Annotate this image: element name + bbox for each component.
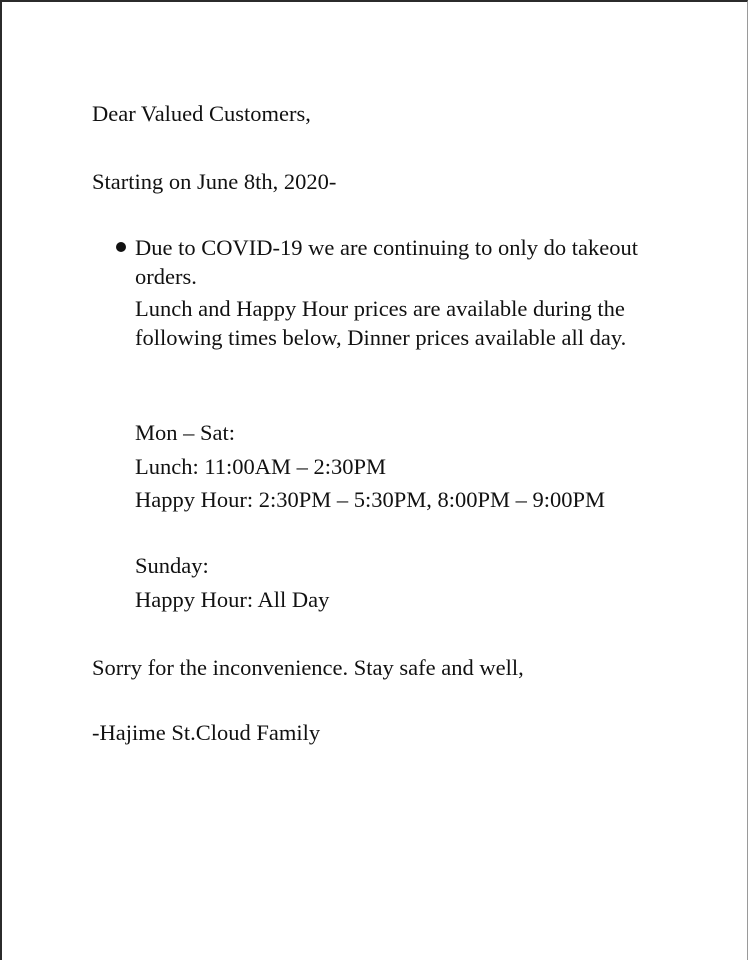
greeting: Dear Valued Customers, [92,101,311,126]
sunday-heading: Sunday: [135,553,209,578]
start-date-line: Starting on June 8th, 2020- [92,169,337,194]
weekday-lunch-hours: Lunch: 11:00AM – 2:30PM [135,454,387,479]
bullet-continuation: Lunch and Happy Hour prices are available during the following times below, Dinner prices available all day. [135,296,627,350]
weekday-happy-hour: Happy Hour: 2:30PM – 5:30PM, 8:00PM – 9:00PM [135,487,606,512]
sunday-happy-hour: Happy Hour: All Day [135,587,330,612]
closing-line: Sorry for the inconvenience. Stay safe and well, [92,655,524,680]
weekday-heading: Mon – Sat: [135,420,236,445]
signature: -Hajime St.Cloud Family [92,720,321,745]
bullet-text: Due to COVID-19 we are continuing to only do takeout orders. [135,235,639,289]
bullet-dot-icon [116,242,126,252]
